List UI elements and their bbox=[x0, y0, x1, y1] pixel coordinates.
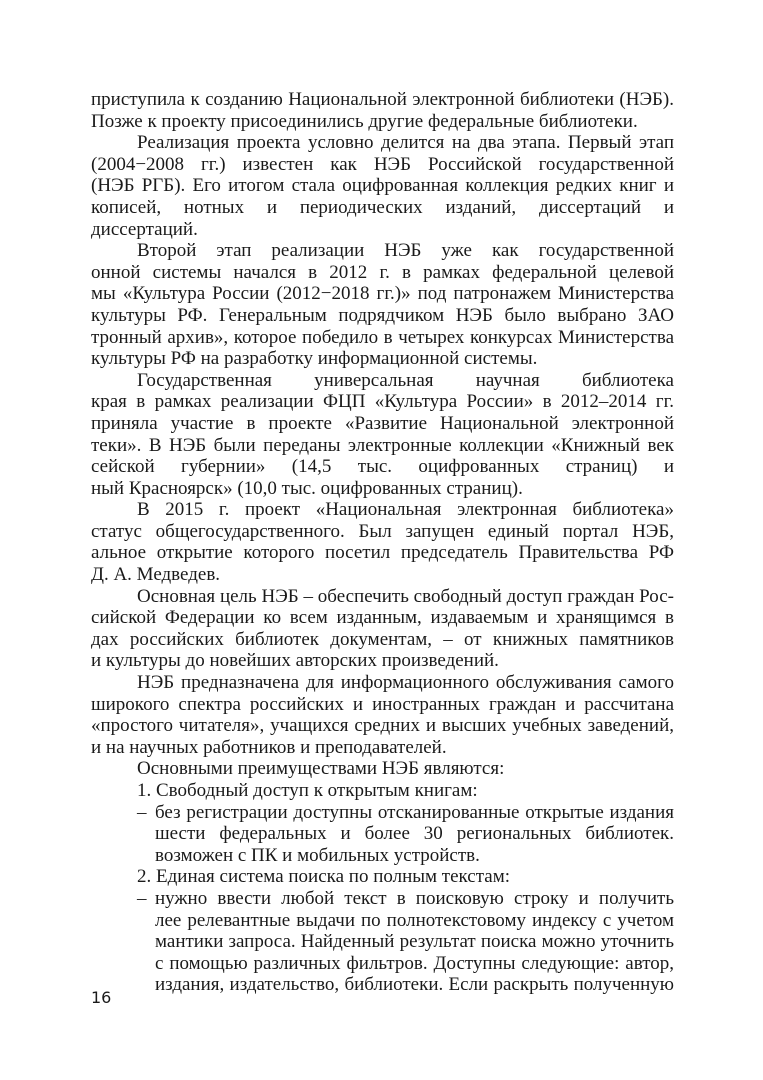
text-line-content: 2. Единая система поиска по полным текстам: bbox=[137, 866, 510, 888]
text-line-content: альное открытие которого посетил председатель Правительства РФ bbox=[91, 542, 674, 564]
text-line bbox=[91, 348, 674, 370]
text-line-content: тронный архив», которое победило в четырех конкурсах Министерства bbox=[91, 326, 674, 348]
text-line bbox=[91, 780, 674, 802]
text-line-content: 1. Свободный доступ к открытым книгам: bbox=[137, 780, 478, 801]
text-line-content: дах российских библиотек документам, – от книжных памятников bbox=[91, 628, 674, 650]
text-line-content: с помощью различных фильтров. Доступны следующие: автор, bbox=[155, 952, 674, 974]
text-line bbox=[91, 391, 674, 413]
text-line bbox=[91, 262, 674, 284]
text-line bbox=[91, 866, 674, 888]
text-line bbox=[91, 370, 674, 392]
text-line bbox=[91, 607, 674, 629]
text-line bbox=[91, 197, 674, 219]
text-line bbox=[91, 478, 674, 500]
text-line bbox=[91, 586, 674, 608]
text-line-content: сейской губернии» (14,5 тыс. оцифрованных страниц) и bbox=[91, 456, 674, 478]
text-line-content: шести федеральных и более 30 региональных библиотек. bbox=[155, 823, 674, 845]
text-line bbox=[91, 974, 674, 996]
text-line bbox=[91, 111, 674, 133]
text-line-content: мантики запроса. Найденный результат поиска можно уточнить bbox=[155, 931, 674, 953]
body-text bbox=[91, 89, 674, 996]
text-line-content: НЭБ предназначена для информационного обслуживания самого bbox=[137, 672, 674, 694]
list-dash: – bbox=[137, 801, 147, 823]
text-line bbox=[91, 175, 674, 197]
text-line-content: лее релевантные выдачи по полнотекстовому индексу с учетом bbox=[155, 909, 674, 931]
text-line bbox=[91, 435, 674, 457]
text-line-content: Д. А. Медведев. bbox=[91, 564, 221, 586]
text-line bbox=[91, 694, 674, 716]
text-line bbox=[91, 456, 674, 478]
list-dash: – bbox=[137, 887, 147, 909]
text-line bbox=[91, 888, 674, 910]
text-line bbox=[91, 953, 674, 975]
text-line bbox=[91, 283, 674, 305]
text-line-content: «простого читателя», учащихся средних и высших учебных заведений, bbox=[91, 715, 674, 737]
text-line-content: В 2015 г. проект «Национальная электронная библиотека» bbox=[137, 499, 674, 521]
text-line-content: Основными преимуществами НЭБ являются: bbox=[137, 758, 505, 780]
text-line-content: культуры РФ. Генеральным подрядчиком НЭБ было выбрано ЗАО bbox=[91, 304, 674, 326]
text-line bbox=[91, 629, 674, 651]
text-line bbox=[91, 564, 674, 586]
text-line bbox=[91, 413, 674, 435]
text-line bbox=[91, 802, 674, 824]
text-line bbox=[91, 823, 674, 845]
text-line-content: (НЭБ РГБ). Его итогом стала оцифрованная коллекция редких книг и bbox=[91, 175, 674, 197]
text-line-content: приняла участие в проекте «Развитие Национальной электронной bbox=[91, 412, 674, 434]
text-line bbox=[91, 89, 674, 111]
text-line-content: Второй этап реализации НЭБ уже как государственной bbox=[137, 240, 674, 262]
page-number: 16 bbox=[91, 988, 112, 1007]
text-line bbox=[91, 650, 674, 672]
text-line bbox=[91, 715, 674, 737]
text-line-content: нужно ввести любой текст в поисковую строку и получить bbox=[155, 887, 674, 909]
text-line bbox=[91, 240, 674, 262]
text-line-content: диссертаций. bbox=[91, 218, 198, 240]
text-line bbox=[91, 499, 674, 521]
text-line-content: сийской Федерации ко всем изданным, издаваемым и хранящимся в bbox=[91, 607, 674, 629]
text-line-content: и на научных работников и преподавателей. bbox=[91, 736, 447, 758]
text-line bbox=[91, 305, 674, 327]
text-line-content: (2004−2008 гг.) известен как НЭБ Российской государственной bbox=[91, 153, 674, 175]
text-line-content: теки». В НЭБ были переданы электронные коллекции «Книжный век bbox=[91, 434, 674, 456]
text-line-content: и культуры до новейших авторских произведений. bbox=[91, 650, 499, 672]
text-line-content: кописей, нотных и периодических изданий, диссертаций и bbox=[91, 196, 674, 218]
text-line-content: Государственная универсальная научная библиотека bbox=[137, 369, 674, 391]
text-line bbox=[91, 521, 674, 543]
text-line bbox=[91, 758, 674, 780]
text-line bbox=[91, 327, 674, 349]
text-line-content: Основная цель НЭБ – обеспечить свободный доступ граждан Рос- bbox=[137, 585, 674, 607]
text-line bbox=[91, 845, 674, 867]
text-line bbox=[91, 132, 674, 154]
text-line-content: культуры РФ на разработку информационной системы. bbox=[91, 348, 538, 370]
text-line bbox=[91, 910, 674, 932]
text-line bbox=[91, 672, 674, 694]
text-line bbox=[91, 737, 674, 759]
text-line bbox=[91, 154, 674, 176]
text-line-content: приступила к созданию Национальной электронной библиотеки (НЭБ). bbox=[91, 89, 674, 110]
text-line bbox=[91, 931, 674, 953]
text-line bbox=[91, 542, 674, 564]
text-line-content: Позже к проекту присоединились другие федеральные библиотеки. bbox=[91, 110, 638, 132]
text-line-content: Реализация проекта условно делится на два этапа. Первый этап bbox=[137, 132, 674, 154]
text-line-content: издания, издательство, библиотеки. Если раскрыть полученную bbox=[155, 974, 674, 996]
text-line bbox=[91, 219, 674, 241]
text-line-content: онной системы начался в 2012 г. в рамках федеральной целевой bbox=[91, 261, 674, 283]
text-line-content: ный Красноярск» (10,0 тыс. оцифрованных страниц). bbox=[91, 477, 523, 499]
text-line-content: края в рамках реализации ФЦП «Культура России» в 2012–2014 гг. bbox=[91, 391, 674, 413]
text-line-content: возможен с ПК и мобильных устройств. bbox=[155, 844, 480, 866]
text-line-content: статус общегосударственного. Был запущен единый портал НЭБ, bbox=[91, 520, 674, 542]
text-line-content: мы «Культура России (2012−2018 гг.)» под патронажем Министерства bbox=[91, 283, 674, 305]
text-line-content: широкого спектра российских и иностранных граждан и рассчитана bbox=[91, 693, 674, 715]
text-line-content: без регистрации доступны отсканированные открытые издания bbox=[155, 801, 674, 823]
